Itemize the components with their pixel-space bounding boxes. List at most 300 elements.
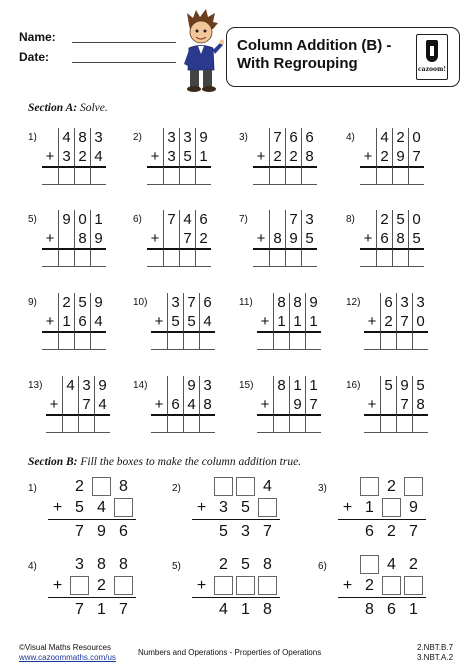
digit-cell: + [260,313,270,330]
digit-cell: 8 [392,229,408,248]
digit-cell: 4 [58,128,74,147]
digit-cell: 2 [409,555,418,573]
answer-cell[interactable] [301,248,317,267]
digit-cell: 9 [285,229,301,248]
addition-grid [253,210,317,267]
answer-cell[interactable] [253,248,269,267]
answer-cell[interactable] [269,166,285,185]
footer-standards [417,643,453,663]
digit-cell: + [52,576,63,594]
answer-cell[interactable] [257,331,273,350]
blank-box[interactable] [236,576,255,595]
answer-cell[interactable] [147,248,163,267]
blank-box[interactable] [258,576,277,595]
problem-number: 4) [346,132,355,143]
blank-box[interactable] [114,576,133,595]
digit-cell: 2 [392,128,408,147]
digit-cell: 3 [199,376,215,395]
blank-box[interactable] [70,576,89,595]
digit-cell: 3 [412,293,428,312]
answer-cell[interactable] [167,331,183,350]
blank-box[interactable] [92,477,111,496]
digit-cell: 1 [305,312,321,331]
answer-cell[interactable] [42,166,58,185]
answer-cell[interactable] [179,166,195,185]
answer-cell[interactable] [253,166,269,185]
answer-cell[interactable] [364,414,380,433]
answer-cell[interactable] [376,248,392,267]
digit-cell: 6 [167,395,183,414]
digit-cell [62,395,78,414]
result-row [192,522,280,541]
digit-cell: 4 [90,147,106,166]
worksheet-title [237,37,407,73]
digit-cell [192,522,211,541]
addend-row [192,576,280,595]
digit-cell: 3 [179,128,195,147]
addend-row [338,498,426,517]
answer-cell[interactable] [62,414,78,433]
digit-cell: 9 [183,376,199,395]
digit-cell: 6 [195,210,211,229]
answer-cell[interactable] [273,331,289,350]
digit-cell: 7 [179,229,195,248]
answer-cell[interactable] [151,414,167,433]
answer-cell[interactable] [179,248,195,267]
section-a-instruction: Solve. [79,102,108,114]
digit-cell: 1 [58,312,74,331]
blank-box[interactable] [114,498,133,517]
digit-cell: 3 [396,293,412,312]
digit-cell: 8 [74,229,90,248]
answer-cell[interactable] [408,166,424,185]
answer-cell[interactable] [58,166,74,185]
title-box [226,27,460,87]
digit-cell: 3 [78,376,94,395]
answer-cell[interactable] [305,331,321,350]
digit-cell: 4 [183,395,199,414]
blank-box[interactable] [360,555,379,574]
addition-grid [147,128,211,185]
digit-cell: + [256,230,266,247]
result-row [338,522,426,541]
digit-cell: + [196,498,207,516]
addition-grid [360,128,424,185]
blank-box[interactable] [258,498,277,517]
addition-grid [360,210,424,267]
digit-cell: 9 [58,210,74,229]
digit-cell [147,210,163,229]
digit-cell: 8 [269,229,285,248]
date-field[interactable] [72,62,176,63]
answer-cell[interactable] [90,248,106,267]
blank-box[interactable] [404,576,423,595]
answer-cell[interactable] [396,331,412,350]
digit-cell: 2 [380,312,396,331]
digit-cell: 8 [365,600,374,618]
answer-cell[interactable] [289,414,305,433]
digit-cell [380,395,396,414]
answer-cell[interactable] [46,414,62,433]
digit-cell: 3 [163,147,179,166]
digit-cell: + [260,396,270,413]
section-a-heading [28,102,108,114]
answer-cell[interactable] [78,414,94,433]
sum-line [338,597,426,598]
problem-number: 5) [28,214,37,225]
digit-cell [42,128,58,147]
standard-2: 3.NBT.A.2 [417,653,454,662]
sum-line [192,519,280,520]
title-line-1: Column Addition (B) - [237,37,392,54]
answer-cell[interactable] [273,414,289,433]
result-row [192,600,280,619]
digit-cell: 3 [75,555,84,573]
answer-cell[interactable] [360,248,376,267]
digit-cell: 9 [90,229,106,248]
digit-cell: 7 [269,128,285,147]
problem-number: 10) [133,297,148,308]
section-b-label: Section B: [28,456,78,468]
digit-cell: 9 [396,376,412,395]
addend-row [192,498,280,517]
blank-box[interactable] [382,498,401,517]
digit-cell: 9 [97,522,106,540]
digit-cell [338,555,357,574]
digit-cell: 7 [119,600,128,618]
answer-cell[interactable] [376,166,392,185]
digit-cell: + [196,576,207,594]
digit-cell [192,600,211,619]
answer-cell[interactable] [94,414,110,433]
answer-cell[interactable] [285,248,301,267]
addition-grid [257,376,321,433]
digit-cell: 6 [74,312,90,331]
answer-cell[interactable] [167,414,183,433]
answer-cell[interactable] [74,166,90,185]
answer-cell[interactable] [90,331,106,350]
answer-cell[interactable] [408,248,424,267]
digit-cell [42,293,58,312]
digit-cell: 8 [273,293,289,312]
answer-cell[interactable] [301,166,317,185]
answer-cell[interactable] [412,331,428,350]
digit-cell [48,477,67,496]
addition-grid [364,376,428,433]
sum-line [48,519,136,520]
answer-cell[interactable] [163,166,179,185]
digit-cell: 1 [289,312,305,331]
digit-cell: 5 [380,376,396,395]
result-row [48,522,136,541]
digit-cell: 6 [199,293,215,312]
digit-cell: 0 [74,210,90,229]
problem-number: 5) [172,561,181,572]
addition-grid [42,128,106,185]
answer-cell[interactable] [58,331,74,350]
standard-1: 2.NBT.B.7 [417,643,454,652]
digit-cell: 9 [392,147,408,166]
digit-cell: + [363,230,373,247]
digit-cell: 3 [163,128,179,147]
problem-number: 1) [28,483,37,494]
digit-cell: 4 [199,312,215,331]
answer-cell[interactable] [289,331,305,350]
digit-cell: 1 [289,376,305,395]
addition-grid [42,210,106,267]
digit-cell: 8 [273,376,289,395]
name-field[interactable] [72,42,176,43]
digit-cell [257,376,273,395]
blank-box[interactable] [360,477,379,496]
blank-box[interactable] [382,576,401,595]
digit-cell: + [49,396,59,413]
answer-cell[interactable] [183,414,199,433]
answer-cell[interactable] [42,248,58,267]
addend-row [48,576,136,595]
copyright-text: ©Visual Maths Resources [19,643,112,652]
digit-cell: 5 [75,498,84,516]
date-label: Date: [19,50,50,64]
addition-grid [46,376,110,433]
answer-cell[interactable] [90,166,106,185]
digit-cell: 1 [305,376,321,395]
digit-cell [273,395,289,414]
digit-cell: 8 [199,395,215,414]
footer-topic: Numbers and Operations - Properties of Operations [138,648,322,657]
digit-cell [167,376,183,395]
digit-cell: 4 [219,600,228,618]
sum-line [48,597,136,598]
answer-cell[interactable] [163,248,179,267]
problem-number: 3) [318,483,327,494]
digit-cell: 7 [305,395,321,414]
digit-cell: 6 [387,600,396,618]
digit-cell [364,376,380,395]
digit-cell [192,555,211,574]
addend-row [48,477,136,496]
problem-number: 7) [239,214,248,225]
digit-cell [48,522,67,541]
digit-cell: 4 [62,376,78,395]
answer-cell[interactable] [42,331,58,350]
digit-cell: 1 [365,498,374,516]
answer-cell[interactable] [364,331,380,350]
digit-cell: 7 [263,522,272,540]
answer-cell[interactable] [195,166,211,185]
digit-cell [163,229,179,248]
answer-cell[interactable] [147,166,163,185]
digit-cell: + [154,313,164,330]
digit-cell: 8 [119,477,128,495]
logo-mark-icon [426,40,438,62]
digit-cell: 5 [179,147,195,166]
sum-line [192,597,280,598]
digit-cell: 9 [195,128,211,147]
digit-cell: 7 [75,600,84,618]
answer-cell[interactable] [392,248,408,267]
digit-cell: 2 [387,522,396,540]
answer-cell[interactable] [199,414,215,433]
digit-cell [257,293,273,312]
digit-cell: 9 [409,498,418,516]
digit-cell: 9 [94,376,110,395]
addend-row [338,576,426,595]
problem-number: 6) [318,561,327,572]
digit-cell: 8 [263,555,272,573]
digit-cell: 8 [97,555,106,573]
digit-cell: 4 [94,395,110,414]
answer-cell[interactable] [195,248,211,267]
digit-cell: 3 [90,128,106,147]
digit-cell: 3 [301,210,317,229]
answer-cell[interactable] [199,331,215,350]
digit-cell: 9 [289,395,305,414]
addition-grid [364,293,428,350]
digit-cell: 6 [365,522,374,540]
digit-cell [253,210,269,229]
digit-cell: 3 [58,147,74,166]
digit-cell: 4 [179,210,195,229]
answer-cell[interactable] [269,248,285,267]
problem-number: 6) [133,214,142,225]
digit-cell: 2 [387,477,396,495]
answer-cell[interactable] [305,414,321,433]
digit-cell: 7 [78,395,94,414]
digit-cell: 5 [412,376,428,395]
blank-box[interactable] [214,576,233,595]
answer-cell[interactable] [380,331,396,350]
digit-cell: 2 [285,147,301,166]
digit-cell: 8 [289,293,305,312]
answer-cell[interactable] [58,248,74,267]
digit-cell [48,600,67,619]
digit-cell: 7 [396,395,412,414]
digit-cell: 0 [412,312,428,331]
digit-cell: 8 [74,128,90,147]
digit-cell [42,210,58,229]
answer-cell[interactable] [285,166,301,185]
answer-cell[interactable] [360,166,376,185]
logo-text: cazoom! [418,66,446,73]
digit-cell: 6 [119,522,128,540]
digit-cell: 5 [219,522,228,540]
digit-cell: 3 [219,498,228,516]
digit-cell: 7 [163,210,179,229]
digit-cell: 2 [58,293,74,312]
digit-cell: + [150,148,160,165]
digit-cell: 1 [273,312,289,331]
digit-cell: 9 [90,293,106,312]
cazoom-logo [416,34,448,80]
digit-cell [338,600,357,619]
digit-cell: + [154,396,164,413]
digit-cell: 1 [195,147,211,166]
problem-number: 8) [346,214,355,225]
digit-cell [364,293,380,312]
digit-cell: + [45,313,55,330]
website-link[interactable]: www.cazoommaths.com/us [19,653,116,662]
digit-cell: 6 [376,229,392,248]
digit-cell: 7 [408,147,424,166]
digit-cell: + [150,230,160,247]
digit-cell: 2 [75,477,84,495]
digit-cell: 0 [408,128,424,147]
digit-cell: + [367,313,377,330]
answer-cell[interactable] [380,414,396,433]
answer-cell[interactable] [183,331,199,350]
addition-grid [147,210,211,267]
digit-cell: + [367,396,377,413]
problem-number: 14) [133,380,148,391]
addend-row [338,555,426,574]
digit-cell: 1 [241,600,250,618]
addend-row [48,555,136,574]
digit-cell [48,555,67,574]
digit-cell: 0 [408,210,424,229]
digit-cell: 3 [167,293,183,312]
digit-cell: 4 [387,555,396,573]
answer-cell[interactable] [74,331,90,350]
problem-number: 12) [346,297,361,308]
digit-cell [46,376,62,395]
digit-cell: 2 [376,210,392,229]
digit-cell: + [342,576,353,594]
digit-cell: 5 [241,555,250,573]
blank-box[interactable] [404,477,423,496]
digit-cell: 5 [74,293,90,312]
digit-cell: 4 [263,477,272,495]
answer-cell[interactable] [151,331,167,350]
answer-cell[interactable] [257,414,273,433]
digit-cell: 1 [409,600,418,618]
blank-box[interactable] [236,477,255,496]
digit-cell: + [45,230,55,247]
addend-row [48,498,136,517]
digit-cell: 8 [301,147,317,166]
digit-cell: 8 [263,600,272,618]
digit-cell [192,477,211,496]
digit-cell: 4 [90,312,106,331]
answer-cell[interactable] [392,166,408,185]
digit-cell: 6 [380,293,396,312]
digit-cell: 4 [376,128,392,147]
digit-cell: + [342,498,353,516]
sum-line [338,519,426,520]
digit-cell: 8 [412,395,428,414]
digit-cell: + [45,148,55,165]
digit-cell: 2 [219,555,228,573]
digit-cell [151,293,167,312]
section-b-instruction: Fill the boxes to make the column addition true. [80,456,302,468]
problem-number: 9) [28,297,37,308]
answer-cell[interactable] [396,414,412,433]
answer-cell[interactable] [74,248,90,267]
addition-grid [151,376,215,433]
digit-cell [147,128,163,147]
result-row [338,600,426,619]
digit-cell [58,229,74,248]
answer-cell[interactable] [412,414,428,433]
problem-number: 13) [28,380,43,391]
digit-cell: + [52,498,63,516]
digit-cell: 5 [392,210,408,229]
digit-cell: 7 [183,293,199,312]
digit-cell [253,128,269,147]
blank-box[interactable] [214,477,233,496]
name-label: Name: [19,30,56,44]
digit-cell [360,210,376,229]
